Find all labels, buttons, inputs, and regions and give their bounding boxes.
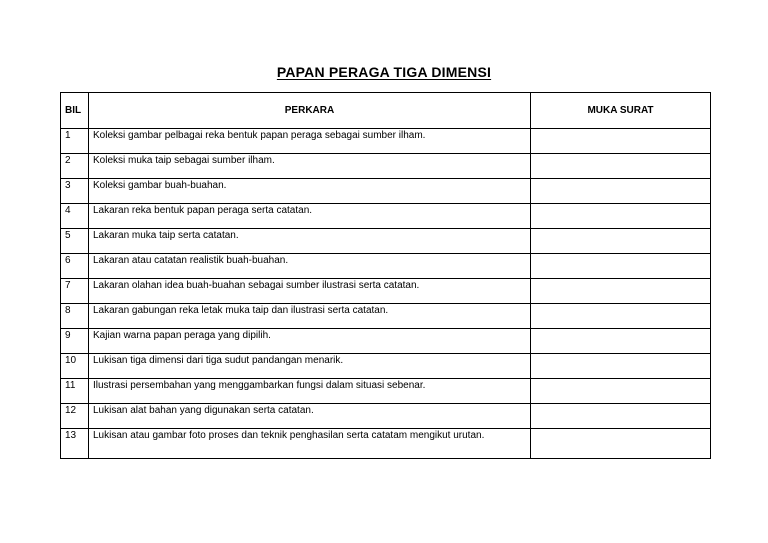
table-row bbox=[61, 179, 711, 204]
table-row bbox=[61, 254, 711, 279]
row-number: 3 bbox=[61, 179, 89, 204]
table-row bbox=[61, 204, 711, 229]
row-page-number bbox=[531, 304, 711, 329]
row-item: Kajian warna papan peraga yang dipilih. bbox=[89, 329, 531, 354]
row-page-number bbox=[531, 179, 711, 204]
row-page-number bbox=[531, 154, 711, 179]
row-page-number bbox=[531, 329, 711, 354]
row-item: Ilustrasi persembahan yang menggambarkan fungsi dalam situasi sebenar. bbox=[89, 379, 531, 404]
table-header bbox=[61, 93, 711, 129]
row-page-number bbox=[531, 229, 711, 254]
row-page-number bbox=[531, 404, 711, 429]
row-number: 10 bbox=[61, 354, 89, 379]
row-page-number bbox=[531, 129, 711, 154]
row-item: Lakaran muka taip serta catatan. bbox=[89, 229, 531, 254]
row-item: Lakaran olahan idea buah-buahan sebagai sumber ilustrasi serta catatan. bbox=[89, 279, 531, 304]
page-title: PAPAN PERAGA TIGA DIMENSI bbox=[276, 64, 492, 80]
table-row bbox=[61, 354, 711, 379]
table-row bbox=[61, 229, 711, 254]
row-number: 13 bbox=[61, 429, 89, 459]
contents-table bbox=[60, 92, 711, 459]
table-row bbox=[61, 429, 711, 459]
row-number: 6 bbox=[61, 254, 89, 279]
row-number: 9 bbox=[61, 329, 89, 354]
header-row bbox=[61, 93, 711, 129]
column-header-muka-surat: MUKA SURAT bbox=[531, 93, 711, 129]
row-item: Lakaran reka bentuk papan peraga serta catatan. bbox=[89, 204, 531, 229]
row-item: Lakaran atau catatan realistik buah-buahan. bbox=[89, 254, 531, 279]
table-row bbox=[61, 329, 711, 354]
table-row bbox=[61, 129, 711, 154]
row-number: 2 bbox=[61, 154, 89, 179]
table-row bbox=[61, 304, 711, 329]
row-number: 4 bbox=[61, 204, 89, 229]
row-page-number bbox=[531, 429, 711, 459]
row-page-number bbox=[531, 379, 711, 404]
column-header-perkara: PERKARA bbox=[89, 93, 531, 129]
table-row bbox=[61, 154, 711, 179]
row-item: Lakaran gabungan reka letak muka taip dan ilustrasi serta catatan. bbox=[89, 304, 531, 329]
row-item: Lukisan atau gambar foto proses dan teknik penghasilan serta catatam mengikut urutan. bbox=[89, 429, 531, 459]
row-number: 1 bbox=[61, 129, 89, 154]
row-page-number bbox=[531, 279, 711, 304]
row-page-number bbox=[531, 354, 711, 379]
row-item: Koleksi gambar pelbagai reka bentuk papan peraga sebagai sumber ilham. bbox=[89, 129, 531, 154]
row-item: Koleksi muka taip sebagai sumber ilham. bbox=[89, 154, 531, 179]
row-item: Lukisan alat bahan yang digunakan serta catatan. bbox=[89, 404, 531, 429]
row-page-number bbox=[531, 254, 711, 279]
row-number: 7 bbox=[61, 279, 89, 304]
column-header-bil: BIL bbox=[61, 93, 89, 129]
table-row bbox=[61, 379, 711, 404]
row-item: Lukisan tiga dimensi dari tiga sudut pandangan menarik. bbox=[89, 354, 531, 379]
row-page-number bbox=[531, 204, 711, 229]
table-row bbox=[61, 279, 711, 304]
row-number: 12 bbox=[61, 404, 89, 429]
table-body bbox=[61, 129, 711, 459]
table-row bbox=[61, 404, 711, 429]
row-number: 5 bbox=[61, 229, 89, 254]
row-number: 11 bbox=[61, 379, 89, 404]
row-item: Koleksi gambar buah-buahan. bbox=[89, 179, 531, 204]
row-number: 8 bbox=[61, 304, 89, 329]
